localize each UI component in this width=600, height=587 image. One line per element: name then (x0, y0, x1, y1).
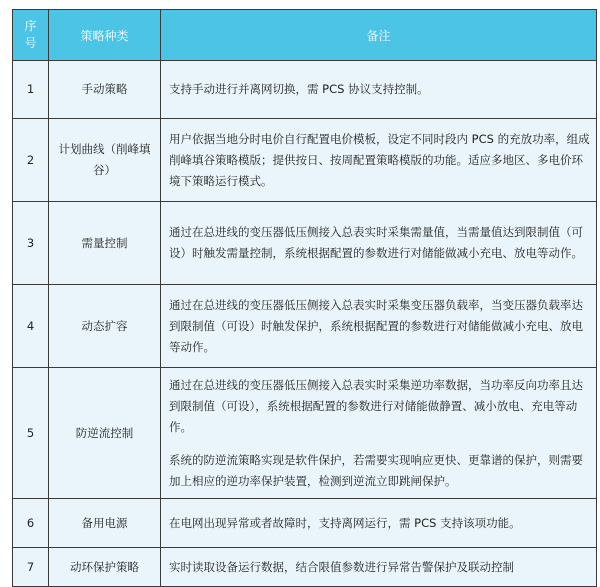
row-index: 7 (13, 548, 49, 587)
table-row (13, 119, 597, 202)
strategy-name: 备用电源 (49, 499, 161, 548)
table-row (13, 499, 597, 548)
table-row (13, 285, 597, 368)
strategy-name: 防逆流控制 (49, 368, 161, 499)
table-header-row (13, 10, 597, 61)
row-index: 4 (13, 285, 49, 368)
strategy-note: 支持手动进行并离网切换，需 PCS 协议支持控制。 (161, 61, 597, 119)
strategy-note: 通过在总进线的变压器低压侧接入总表实时采集变压器负载率，当变压器负载率达到限制值（可设）时触发保护，系统根据配置的参数进行对储能做减小充电、放电等动作。 (161, 285, 597, 368)
row-index: 2 (13, 119, 49, 202)
row-index: 1 (13, 61, 49, 119)
row-index: 3 (13, 202, 49, 285)
strategy-name: 需量控制 (49, 202, 161, 285)
strategy-type-column-header: 策略种类 (49, 10, 161, 61)
strategy-note: 用户依据当地分时电价自行配置电价模板，设定不同时段内 PCS 的充放功率，组成削峰填谷策略模版；提供按日、按周配置策略模版的功能。适应多地区、多电价环境下策略运行模式。 (161, 119, 597, 202)
table-row (13, 61, 597, 119)
row-index: 6 (13, 499, 49, 548)
strategy-note: 实时读取设备运行数据，结合限值参数进行异常告警保护及联动控制 (161, 548, 597, 587)
remarks-column-header: 备注 (161, 10, 597, 61)
table-row (13, 202, 597, 285)
strategy-name: 动态扩容 (49, 285, 161, 368)
strategy-note: 通过在总进线的变压器低压侧接入总表实时采集需量值，当需量值达到限制值（可设）时触发需量控制，系统根据配置的参数进行对储能做减小充电、放电等动作。 (161, 202, 597, 285)
strategy-name: 计划曲线（削峰填谷） (49, 119, 161, 202)
row-index: 5 (13, 368, 49, 499)
index-column-header: 序 号 (13, 10, 49, 61)
strategy-table (12, 9, 597, 587)
table-row (13, 368, 597, 499)
strategy-name: 手动策略 (49, 61, 161, 119)
table-row (13, 548, 597, 587)
strategy-note: 在电网出现异常或者故障时，支持离网运行，需 PCS 支持该项功能。 (161, 499, 597, 548)
strategy-name: 动环保护策略 (49, 548, 161, 587)
strategy-note: 通过在总进线的变压器低压侧接入总表实时采集逆功率数据，当功率反向功率且达到限制值（可设），系统根据配置的参数进行对储能做静置、减小放电、充电等动作。 系统的防逆流策略实现是软件保护，若需要实现响应更快、更靠谱的保护，则需要加上相应的逆功率保护装置，检测到逆流立即跳闸保护。 (161, 368, 597, 499)
